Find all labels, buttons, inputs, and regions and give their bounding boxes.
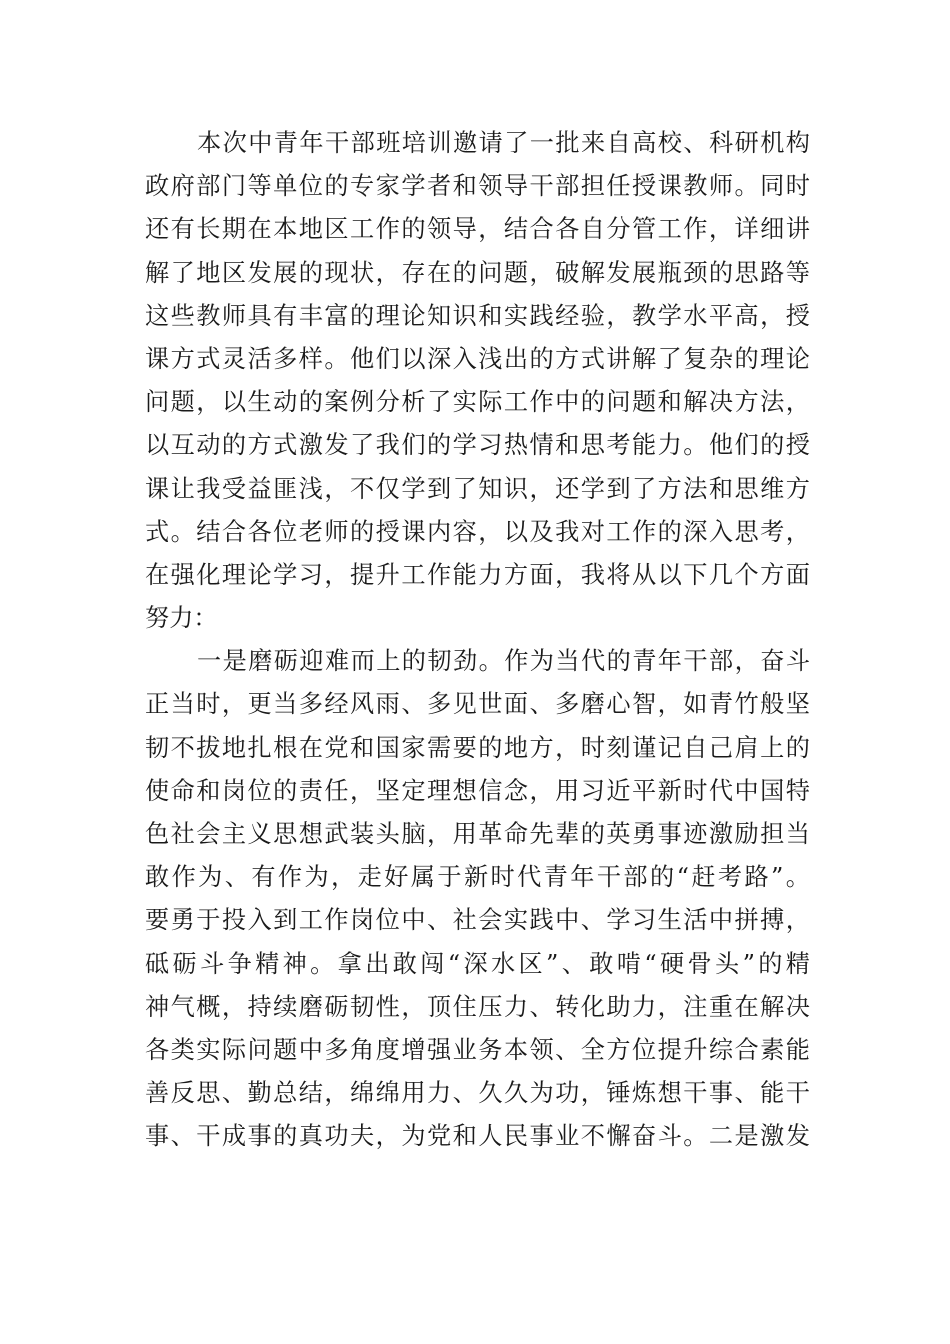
body-text bbox=[145, 122, 810, 1159]
text-line: 本次中青年干部班培训邀请了一批来自高校、科研机构 bbox=[197, 129, 810, 157]
text-line: 一是磨砺迎难而上的韧劲。作为当代的青年干部，奋斗 bbox=[197, 647, 810, 676]
text-line: 善反思、勤总结，绵绵用力、久久为功，锤炼想干事、能干 bbox=[145, 1079, 810, 1108]
text-line: 在强化理论学习，提升工作能力方面，我将从以下几个方面 bbox=[145, 560, 810, 589]
text-line: 课让我受益匪浅，不仅学到了知识，还学到了方法和思维方 bbox=[145, 474, 810, 503]
text-line: 式。结合各位老师的授课内容，以及我对工作的深入思考， bbox=[145, 517, 810, 546]
text-line: 要勇于投入到工作岗位中、社会实践中、学习生活中拼搏， bbox=[145, 906, 810, 935]
text-line: 政府部门等单位的专家学者和领导干部担任授课教师。同时 bbox=[145, 172, 810, 201]
text-line: 解了地区发展的现状，存在的问题，破解发展瓶颈的思路等 bbox=[145, 258, 810, 287]
text-line: 神气概，持续磨砺韧性，顶住压力、转化助力，注重在解决 bbox=[145, 992, 810, 1021]
text-line: 正当时，更当多经风雨、多见世面、多磨心智，如青竹般坚 bbox=[145, 690, 810, 719]
paragraph-training-overview bbox=[145, 122, 810, 640]
text-line: 砥砺斗争精神。拿出敢闯“深水区”、敢啃“硬骨头”的精 bbox=[145, 949, 810, 978]
text-line: 使命和岗位的责任，坚定理想信念，用习近平新时代中国特 bbox=[145, 776, 810, 805]
text-line: 韧不拔地扎根在党和国家需要的地方，时刻谨记自己肩上的 bbox=[145, 733, 810, 762]
text-line: 事、干成事的真功夫，为党和人民事业不懈奋斗。二是激发 bbox=[145, 1122, 810, 1151]
text-line: 敢作为、有作为，走好属于新时代青年干部的“赶考路”。 bbox=[145, 863, 810, 892]
paragraph-point-one bbox=[145, 640, 810, 1158]
text-line: 各类实际问题中多角度增强业务本领、全方位提升综合素能 bbox=[145, 1035, 810, 1064]
text-line: 课方式灵活多样。他们以深入浅出的方式讲解了复杂的理论 bbox=[145, 344, 810, 373]
text-line: 色社会主义思想武装头脑，用革命先辈的英勇事迹激励担当 bbox=[145, 820, 810, 848]
text-line: 以互动的方式激发了我们的学习热情和思考能力。他们的授 bbox=[145, 431, 810, 460]
text-line: 还有长期在本地区工作的领导，结合各自分管工作，详细讲 bbox=[145, 215, 810, 244]
text-line: 努力： bbox=[145, 604, 218, 633]
text-line: 这些教师具有丰富的理论知识和实践经验，教学水平高，授 bbox=[145, 301, 810, 330]
text-line: 问题，以生动的案例分析了实际工作中的问题和解决方法， bbox=[145, 388, 810, 417]
